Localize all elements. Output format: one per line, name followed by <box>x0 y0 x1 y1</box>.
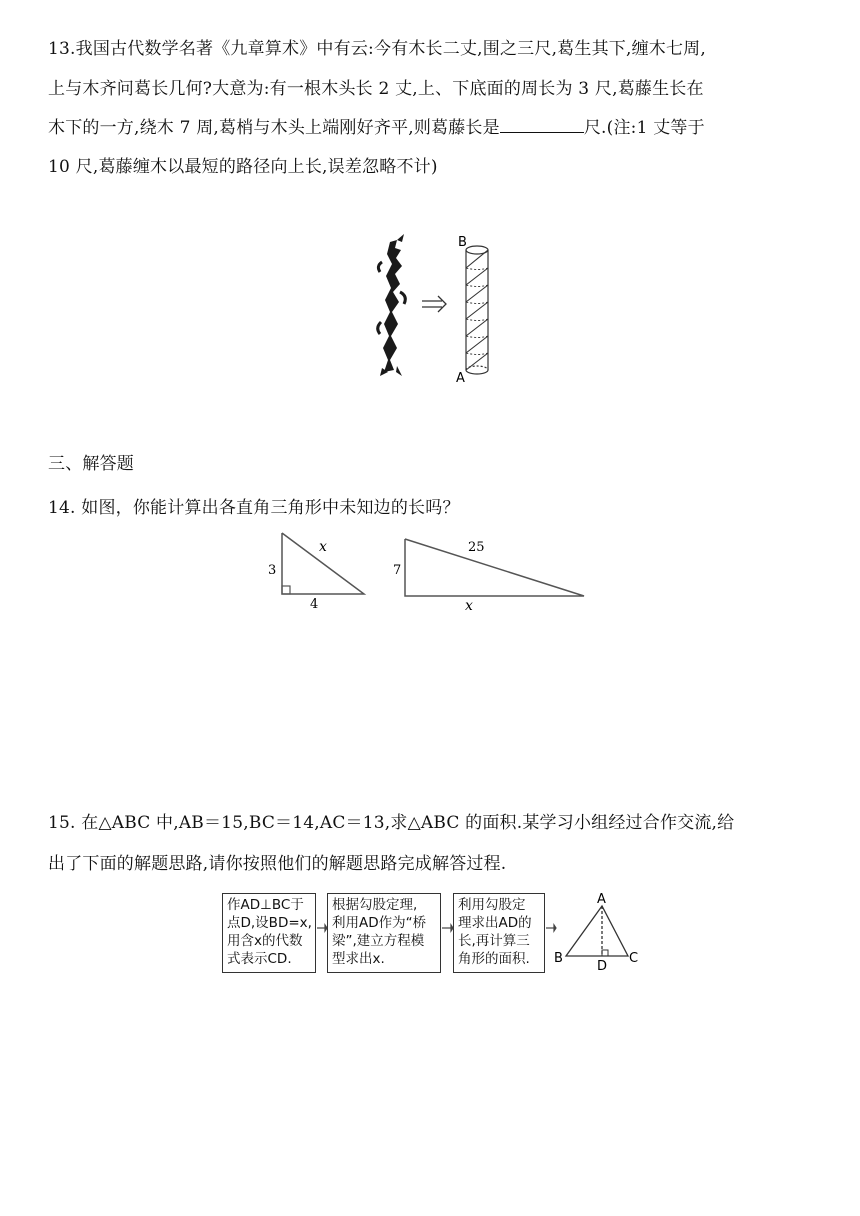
flow-step-1-line: 用含x的代数 <box>227 933 303 949</box>
tri1-leg-4: 4 <box>310 597 319 612</box>
tri1-hyp-x: x <box>319 539 327 555</box>
arrow-head-icon <box>451 925 453 931</box>
flow-step-2-line: 型求出x. <box>332 951 385 967</box>
flow-step-1-line: 作AD⊥BC于 <box>227 897 304 913</box>
q15-line-2: 出了下面的解题思路,请你按照他们的解题思路完成解答过程. <box>48 854 507 874</box>
flow-step-1-line: 点D,设BD=x, <box>227 915 312 931</box>
flow-step-3-line: 角形的面积. <box>458 951 530 967</box>
q15-line-1: 15. 在△ABC 中,AB＝15,BC＝14,AC＝13,求△ABC 的面积.某学习小组经过合作交流,给 <box>48 813 735 833</box>
right-triangles-figure <box>262 530 602 612</box>
q13-line-3-after: 尺.(注:1 丈等于 <box>583 118 705 138</box>
tri2-leg-7: 7 <box>393 563 402 578</box>
tri1-leg-3: 3 <box>268 563 277 578</box>
flow-step-2-line: 根据勾股定理, <box>332 897 418 913</box>
vine-plant-illustration <box>378 234 406 376</box>
flow-step-2-line: 梁”,建立方程模 <box>332 933 425 949</box>
triangle-abc <box>566 906 628 956</box>
double-arrow-icon <box>422 296 446 312</box>
q13-line-3 <box>48 113 705 138</box>
label-a: A <box>597 892 606 907</box>
label-d: D <box>597 959 608 972</box>
tri2-leg-x: x <box>465 598 473 612</box>
answer-blank[interactable] <box>500 118 584 133</box>
q13-line-1: 13.我国古代数学名著《九章算术》中有云:今有木长二丈,围之三尺,葛生其下,缠木七周, <box>48 39 706 59</box>
triangle-2 <box>405 539 584 596</box>
tri2-hyp-25: 25 <box>468 540 485 555</box>
flow-step-1 <box>222 893 316 973</box>
q13-line-2: 上与木齐问葛长几何?大意为:有一根木头长 2 丈,上、下底面的周长为 3 尺,葛藤生长在 <box>48 79 704 99</box>
label-a: A <box>456 371 465 384</box>
arrow-head-icon <box>325 925 327 931</box>
flow-step-1-line: 式表示CD. <box>227 951 292 967</box>
q14-text: 14. 如图，你能计算出各直角三角形中未知边的长吗？ <box>48 498 460 518</box>
label-b: B <box>458 235 467 250</box>
q13-line-3-before: 木下的一方,绕木 7 周,葛梢与木头上端刚好齐平,则葛藤长是 <box>48 118 500 138</box>
label-b: B <box>554 951 563 966</box>
flow-arrows-and-triangle <box>316 892 646 972</box>
flow-step-3-line: 理求出AD的 <box>458 915 532 931</box>
arrow-head-icon <box>554 925 556 931</box>
flow-step-2-line: 利用AD作为“桥 <box>332 915 427 931</box>
section-title: 三、解答题 <box>48 454 134 474</box>
vine-wrapped-log-figure <box>370 232 510 384</box>
flow-step-3-line: 长,再计算三 <box>458 933 530 949</box>
cylinder <box>466 246 488 374</box>
flow-step-3-line: 利用勾股定 <box>458 897 526 913</box>
q13-line-4: 10 尺,葛藤缠木以最短的路径向上长,误差忽略不计) <box>48 157 438 177</box>
label-c: C <box>629 951 639 966</box>
